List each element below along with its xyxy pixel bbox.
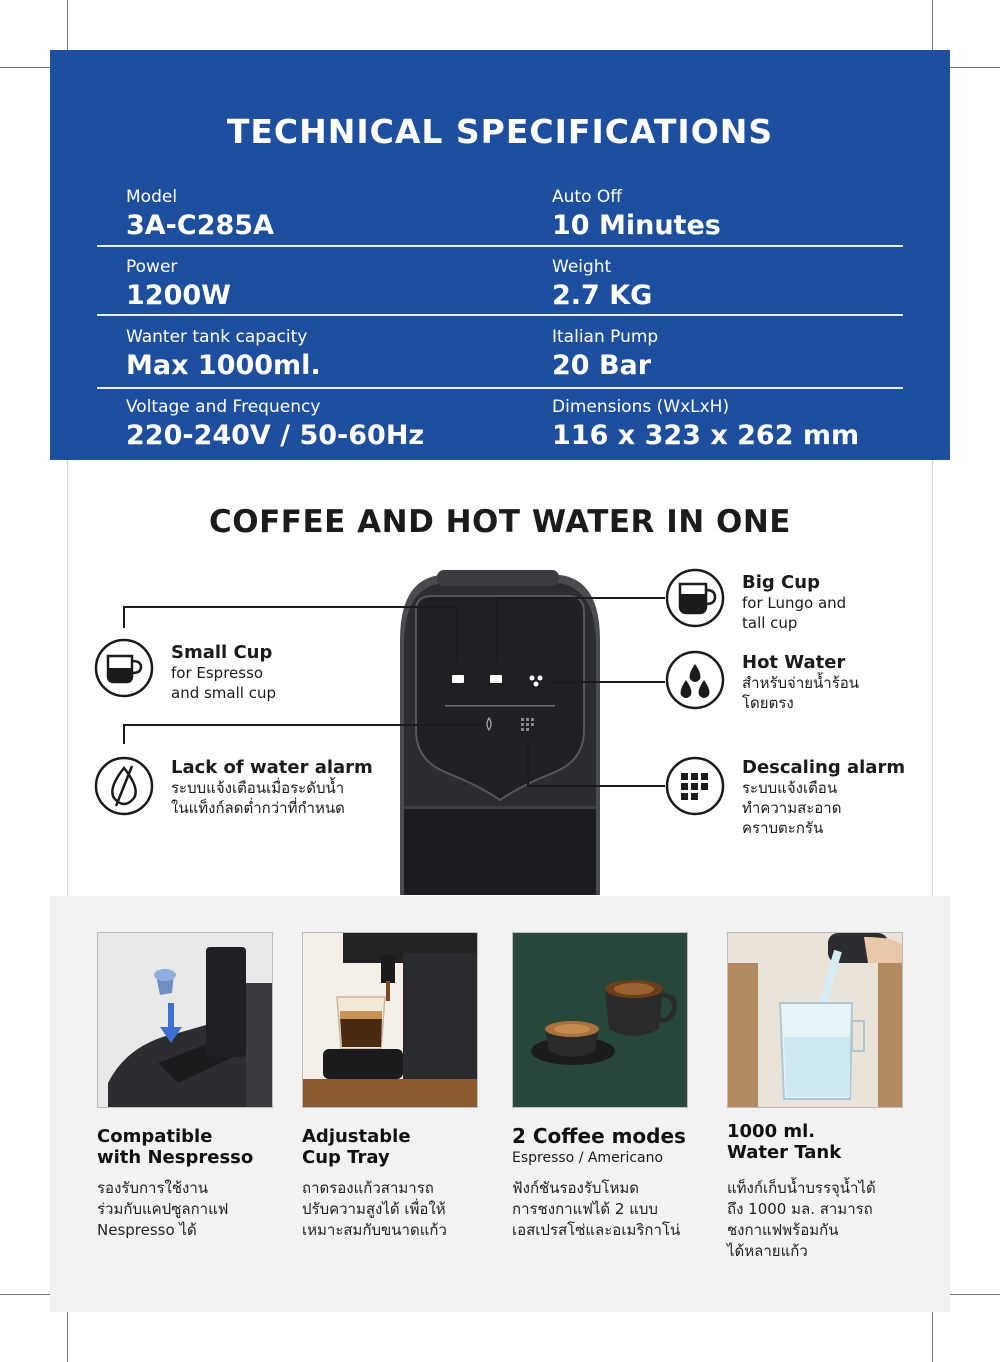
- spec-value: 20 Bar: [552, 350, 652, 381]
- feature-desc: for Lungo and tall cup: [742, 594, 847, 632]
- feature-hot-water: [742, 652, 982, 713]
- card-title-cup-tray: Adjustable Cup Tray: [302, 1126, 411, 1168]
- descaling-grid-icon: [667, 758, 723, 814]
- small-cup-icon: [96, 640, 152, 696]
- feature-title: Small Cup: [171, 642, 273, 663]
- spec-label: Weight: [552, 257, 612, 277]
- card-desc-coffee-modes: ฟังก์ชันรองรับโหมด การชงกาแฟได้ 2 แบบ เอสเปรสโซ่และอเมริกาโน่: [512, 1179, 681, 1239]
- feature-title: Descaling alarm: [742, 757, 906, 778]
- spec-value: 1200W: [126, 280, 231, 311]
- spec-value: 2.7 KG: [552, 280, 653, 311]
- card-title-coffee-modes: 2 Coffee modes: [512, 1124, 686, 1148]
- feature-title: Hot Water: [742, 652, 846, 673]
- card-desc-cup-tray: ถาดรองแก้วสามารถ ปรับความสูงได้ เพื่อให้ เหมาะสมกับขนาดแก้ว: [302, 1179, 447, 1239]
- card-title-water-tank: 1000 ml. Water Tank: [727, 1121, 842, 1163]
- feature-big-cup: [742, 572, 982, 633]
- spec-value: 10 Minutes: [552, 210, 721, 241]
- specs-title: TECHNICAL SPECIFICATIONS: [226, 112, 774, 151]
- feature-small-cup: [171, 642, 411, 703]
- card-desc-nespresso: รองรับการใช้งาน ร่วมกับแคปซูลกาแฟ Nespresso ได้: [97, 1179, 229, 1239]
- no-water-icon: [96, 758, 152, 814]
- coffee-machine-illustration: [400, 570, 600, 895]
- spec-value: 3A-C285A: [126, 210, 274, 241]
- crop-mark: [932, 1310, 933, 1362]
- spec-label: Auto Off: [552, 187, 622, 207]
- feature-desc: ระบบแจ้งเตือน ทำความสะอาด คราบตะกรัน: [742, 779, 842, 837]
- crop-mark: [948, 1294, 1000, 1295]
- feature-descaling: [742, 757, 982, 838]
- photo-nespresso-capsule: [97, 932, 273, 1108]
- spec-label: Italian Pump: [552, 327, 659, 347]
- feature-desc: ระบบแจ้งเตือนเมื่อระดับน้ำ ในแท็งก์ลดต่ำกว่าที่กำหนด: [171, 779, 345, 817]
- photo-water-tank: [727, 932, 903, 1108]
- spec-value: Max 1000ml.: [126, 350, 321, 381]
- feature-title: Lack of water alarm: [171, 757, 373, 778]
- spec-label: Wanter tank capacity: [126, 327, 308, 347]
- water-drops-icon: [667, 652, 723, 708]
- feature-title: Big Cup: [742, 572, 820, 593]
- big-cup-icon: [667, 570, 723, 626]
- card-desc-water-tank: แท็งก์เก็บน้ำบรรจุน้ำได้ ถึง 1000 มล. สามารถ ชงกาแฟพร้อมกัน ได้หลายแก้ว: [727, 1179, 876, 1260]
- feature-desc: สำหรับจ่ายน้ำร้อน โดยตรง: [742, 674, 860, 712]
- crop-mark: [67, 1310, 68, 1362]
- spec-value: 220-240V / 50-60Hz: [126, 420, 425, 451]
- crop-mark: [0, 1294, 52, 1295]
- features-title: COFFEE AND HOT WATER IN ONE: [209, 504, 791, 540]
- photo-cup-tray: [302, 932, 478, 1108]
- spec-label: Dimensions (WxLxH): [552, 397, 730, 417]
- photo-coffee-cups: [512, 932, 688, 1108]
- card-sub-coffee-modes: Espresso / Americano: [512, 1150, 664, 1166]
- spec-label: Model: [126, 187, 178, 207]
- spec-label: Power: [126, 257, 178, 277]
- card-title-nespresso: Compatible with Nespresso: [97, 1126, 254, 1168]
- feature-water-alarm: [171, 757, 391, 818]
- spec-label: Voltage and Frequency: [126, 397, 321, 417]
- spec-value: 116 x 323 x 262 mm: [552, 420, 860, 451]
- feature-desc: for Espresso and small cup: [171, 664, 276, 702]
